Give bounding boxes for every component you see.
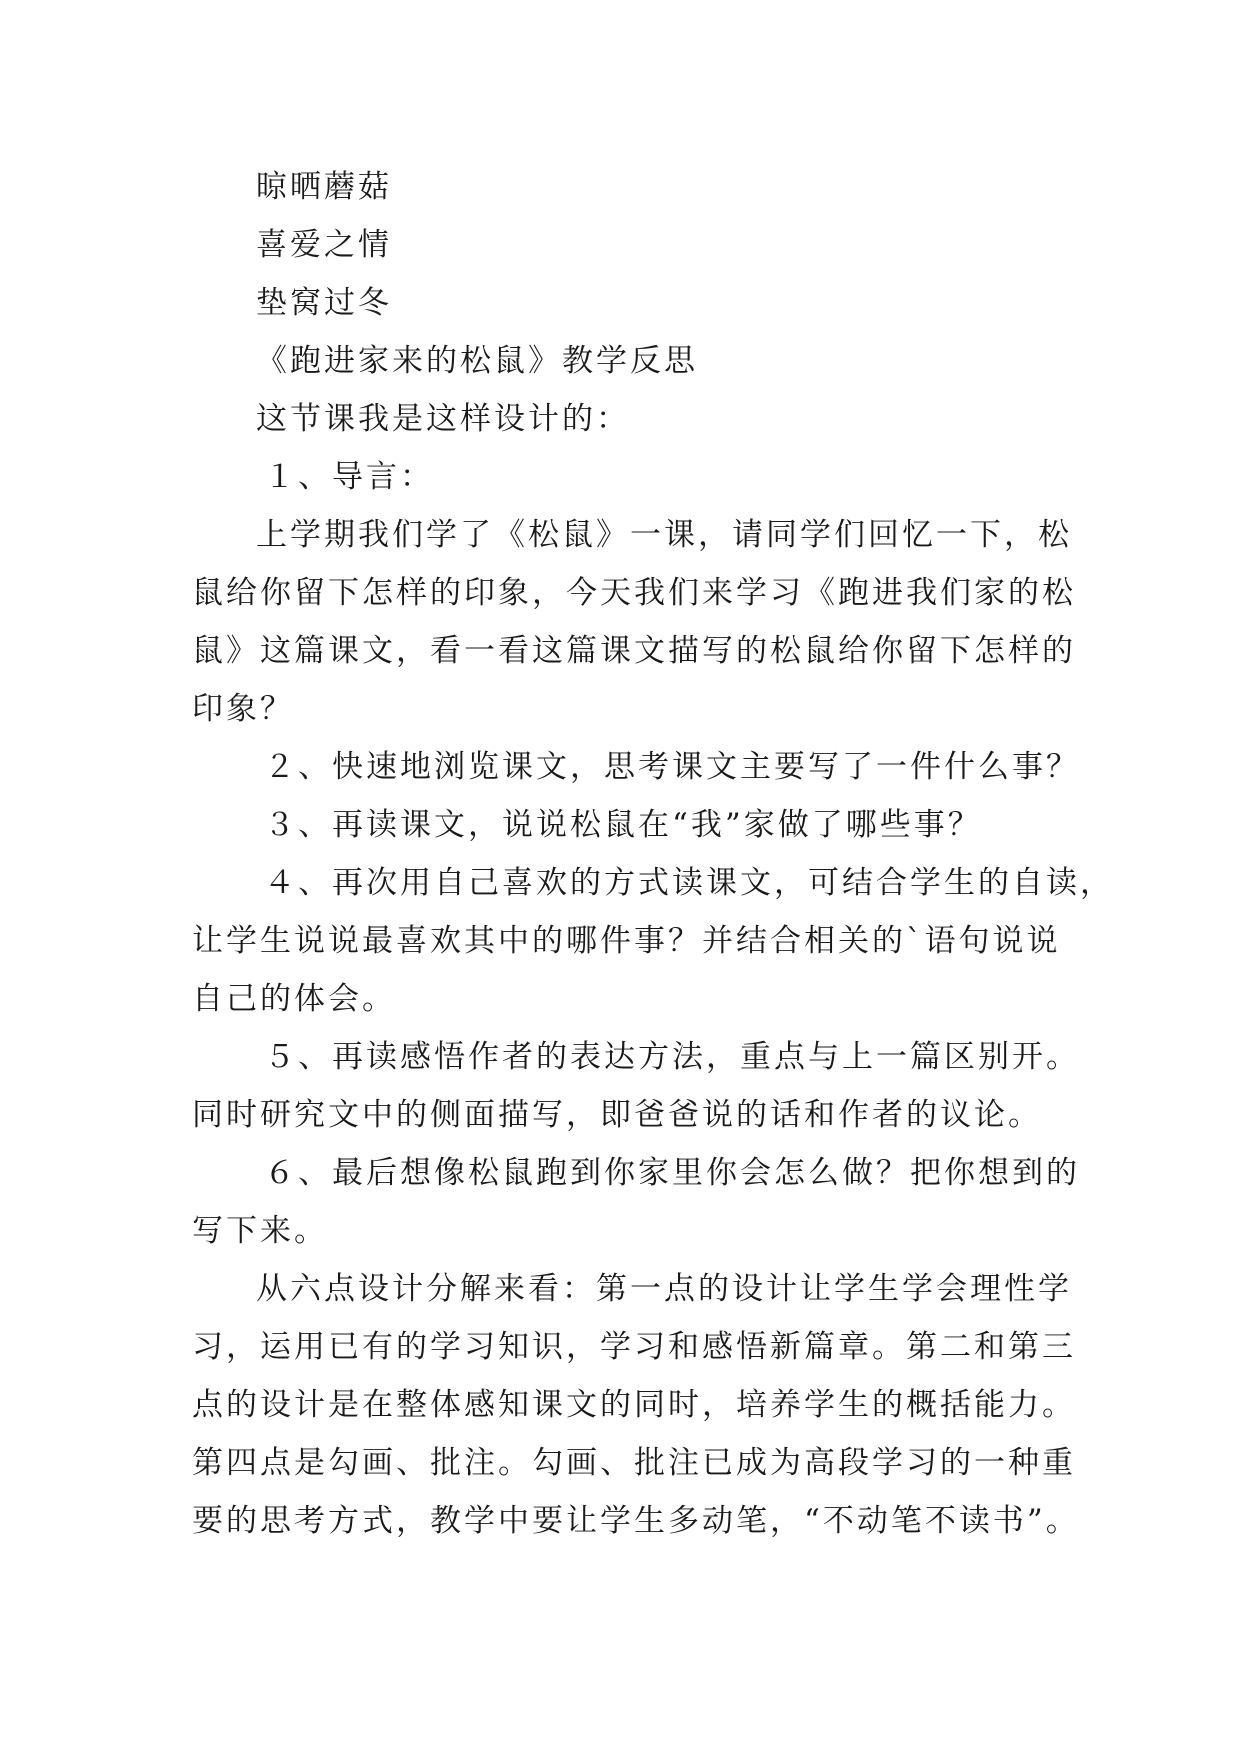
paragraph-line: 同时研究文中的侧面描写，即爸爸说的话和作者的议论。 <box>192 1097 1042 1133</box>
list-item: ５、再读感悟作者的表达方法，重点与上一篇区别开。 <box>264 1039 1080 1075</box>
paragraph-line: 习，运用已有的学习知识，学习和感悟新篇章。第二和第三 <box>192 1329 1076 1365</box>
text-line: 这节课我是这样设计的： <box>256 401 630 437</box>
list-item: ３、再读课文，说说松鼠在“我”家做了哪些事？ <box>264 807 982 843</box>
text-line: 晾晒蘑菇 <box>256 169 392 205</box>
list-item: ４、再次用自己喜欢的方式读课文，可结合学生的自读， <box>264 865 1114 901</box>
paragraph-line: 鼠给你留下怎样的印象，今天我们来学习《跑进我们家的松 <box>192 575 1076 611</box>
paragraph-line: 上学期我们学了《松鼠》一课，请同学们回忆一下，松 <box>256 517 1072 553</box>
document-body <box>192 158 1114 1550</box>
paragraph-line: 要的思考方式，教学中要让学生多动笔，“不动笔不读书”。 <box>192 1503 1080 1539</box>
text-line: 垫窝过冬 <box>256 285 392 321</box>
text-line: 喜爱之情 <box>256 227 392 263</box>
paragraph-line: 鼠》这篇课文，看一看这篇课文描写的松鼠给你留下怎样的 <box>192 633 1076 669</box>
paragraph-line: 第四点是勾画、批注。勾画、批注已成为高段学习的一种重 <box>192 1445 1076 1481</box>
paragraph-line: 从六点设计分解来看：第一点的设计让学生学会理性学 <box>256 1271 1072 1307</box>
paragraph-line: 点的设计是在整体感知课文的同时，培养学生的概括能力。 <box>192 1387 1076 1423</box>
paragraph-line: 让学生说说最喜欢其中的哪件事？并结合相关的`语句说说 <box>192 923 1061 959</box>
section-title: 《跑进家来的松鼠》教学反思 <box>256 343 698 379</box>
paragraph-line: 印象？ <box>192 691 294 727</box>
list-item: ２、快速地浏览课文，思考课文主要写了一件什么事？ <box>264 749 1080 785</box>
paragraph-line: 写下来。 <box>192 1213 328 1249</box>
list-item: １、导言： <box>264 459 434 495</box>
paragraph-line: 自己的体会。 <box>192 981 396 1017</box>
list-item: ６、最后想像松鼠跑到你家里你会怎么做？把你想到的 <box>264 1155 1080 1191</box>
